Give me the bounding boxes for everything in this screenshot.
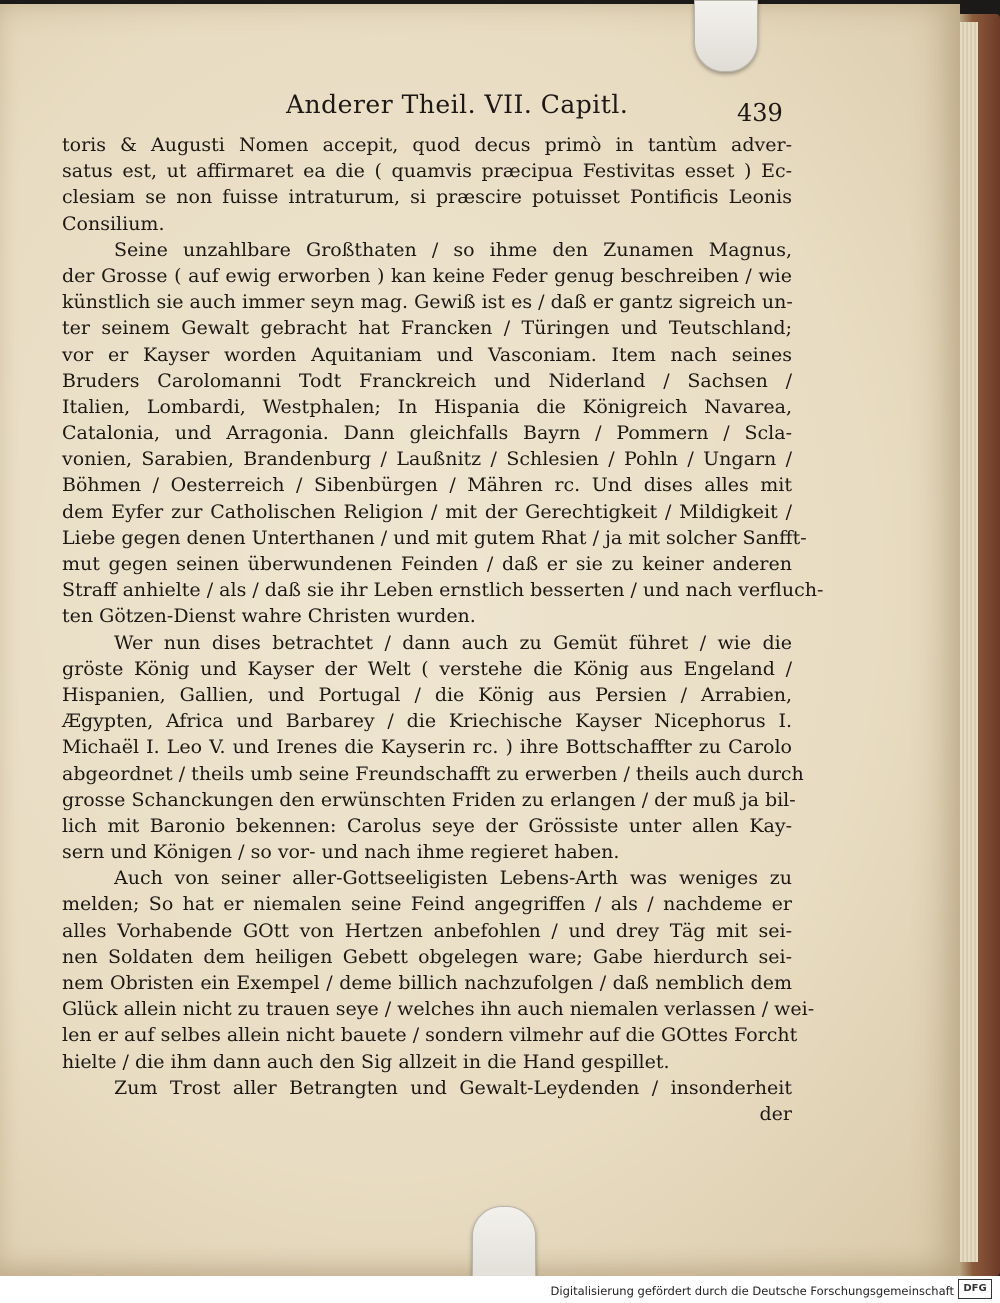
book-page xyxy=(0,4,960,1276)
text-line: vonien, Sarabien, Brandenburg / Laußnitz / Schlesien / Pohln / Ungarn / xyxy=(62,448,792,471)
running-head: Anderer Theil. VII. Capitl. xyxy=(286,90,629,119)
text-line: künstlich sie auch immer seyn mag. Gewiß ist es / daß er gantz sigreich un- xyxy=(62,291,793,314)
text-line: Wer nun dises betrachtet / dann auch zu Gemüt führet / wie die xyxy=(114,631,792,654)
body-text xyxy=(62,132,824,1127)
text-line: dem Eyfer zur Catholischen Religion / mit der Gerechtigkeit / Mildigkeit / xyxy=(62,500,792,523)
text-line: Zum Trost aller Betrangten und Gewalt-Leydenden / insonderheit xyxy=(114,1076,792,1099)
text-line: clesiam se non fuisse intraturum, si præscire potuisset Pontificis Leonis xyxy=(62,186,792,209)
text-line: ter seinem Gewalt gebracht hat Francken / Türingen und Teutschland; xyxy=(62,317,792,340)
text-line: Böhmen / Oesterreich / Sibenbürgen / Mähren rc. Und dises alles mit xyxy=(62,474,792,497)
text-line: Glück allein nicht zu trauen seye / welches ihn auch niemalen verlassen / wei- xyxy=(62,998,815,1021)
text-line: satus est, ut affirmaret ea die ( quamvis præcipua Festivitas esset ) Ec- xyxy=(62,160,792,183)
footer-bar xyxy=(0,1276,1000,1303)
text-line: lich mit Baronio bekennen: Carolus seye der Grössiste unter allen Kay- xyxy=(62,814,792,837)
text-line: sern und Königen / so vor- und nach ihme regieret haben. xyxy=(62,841,620,864)
text-line: vor er Kayser worden Aquitaniam und Vasconiam. Item nach seines xyxy=(62,343,792,366)
text-line: melden; So hat er niemalen seine Feind angegriffen / als / nachdeme er xyxy=(62,893,792,916)
text-line: der xyxy=(759,1102,792,1125)
text-line: der Grosse ( auf ewig erworben ) kan keine Feder genug beschreiben / wie xyxy=(62,264,792,287)
text-line: nem Obristen ein Exempel / deme billich nachzufolgen / daß nemblich dem xyxy=(62,972,792,994)
text-line: grosse Schanckungen den erwünschten Friden zu erlangen / der muß ja bil- xyxy=(62,788,796,811)
text-line: Seine unzahlbare Großthaten / so ihme den Zunamen Magnus, xyxy=(114,238,792,261)
text-line: Michaël I. Leo V. und Irenes die Kayserin rc. ) ihre Bottschaffter zu Carolo xyxy=(62,736,792,759)
text-line: Consilium. xyxy=(62,212,165,235)
text-line: Ægypten, Africa und Barbarey / die Kriechische Kayser Nicephorus I. xyxy=(62,710,792,733)
text-line: Italien, Lombardi, Westphalen; In Hispania die Königreich Navarea, xyxy=(62,395,792,418)
text-line: alles Vorhabende GOtt von Hertzen anbefohlen / und drey Täg mit sei- xyxy=(62,919,792,942)
text-line: Bruders Carolomanni Todt Franckreich und Niderland / Sachsen / xyxy=(62,369,792,392)
text-line: nen Soldaten dem heiligen Gebett obgelegen ware; Gabe hierdurch sei- xyxy=(62,945,792,968)
text-line: Auch von seiner aller-Gottseeligisten Lebens-Arth was weniges zu xyxy=(114,867,792,890)
text-line: mut gegen seinen überwundenen Feinden / daß er sie zu keiner anderen xyxy=(62,553,792,575)
text-line: Liebe gegen denen Unterthanen / und mit gutem Rhat / ja mit solcher Sanfft- xyxy=(62,526,807,549)
page-clip-top xyxy=(694,0,758,72)
page-number: 439 xyxy=(737,99,783,127)
text-line: hielte / die ihm dann auch den Sig allzeit in die Hand gespillet. xyxy=(62,1050,670,1073)
text-line: len er auf selbes allein nicht bauete / sondern vilmehr auf die GOttes Forcht xyxy=(62,1024,798,1047)
text-line: abgeordnet / theils umb seine Freundschafft zu erwerben / theils auch durch xyxy=(62,762,804,785)
text-line: Straff anhielte / als / daß sie ihr Leben ernstlich besserten / und nach verfluch- xyxy=(62,579,824,602)
funding-credit: Digitalisierung gefördert durch die Deutsche Forschungsgemeinschaft xyxy=(550,1284,954,1298)
text-line: toris & Augusti Nomen accepit, quod decus primò in tantùm adver- xyxy=(62,134,792,156)
text-line: Catalonia, und Arragonia. Dann gleichfalls Bayrn / Pommern / Sclа- xyxy=(62,422,792,445)
text-line: ten Götzen-Dienst wahre Christen wurden. xyxy=(62,605,476,628)
text-line: Hispanien, Gallien, und Portugal / die König aus Persien / Arrabien, xyxy=(62,683,792,706)
dfg-logo: DFG xyxy=(958,1279,992,1299)
text-line: gröste König und Kayser der Welt ( verstehe die König aus Engeland / xyxy=(62,657,792,680)
